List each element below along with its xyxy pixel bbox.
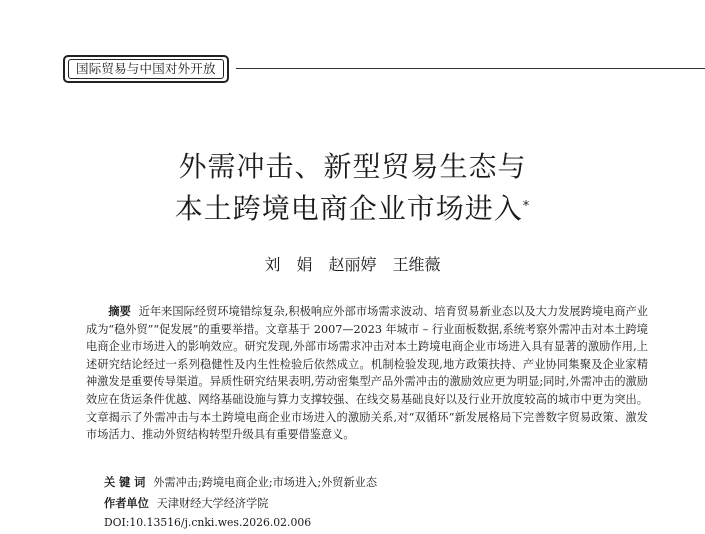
keywords (104, 474, 377, 490)
keywords-text: 外需冲击;跨境电商企业;市场进入;外贸新业态 (153, 476, 378, 489)
section-tag-label: 国际贸易与中国对外开放 (68, 59, 224, 79)
affiliation-label: 作者单位 (104, 496, 149, 510)
doi[interactable]: DOI:10.13516/j.cnki.wes.2026.02.006 (104, 516, 312, 529)
keywords-label: 关 键 词 (104, 475, 146, 489)
affiliation (104, 495, 268, 511)
title-footnote-mark: * (522, 199, 531, 214)
title-line-2 (0, 192, 705, 226)
affiliation-text: 天津财经大学经济学院 (156, 497, 269, 510)
title-line-2-text: 本土跨境电商企业市场进入 (174, 192, 523, 225)
title-line-1: 外需冲击、新型贸易生态与 (178, 150, 527, 183)
author-list: 刘 娟 赵丽婷 王维薇 (264, 255, 441, 274)
abstract-text: 近年来国际经贸环境错综复杂,积极响应外部市场需求波动、培育贸易新业态以及大力发展跨境电商产业成为“稳外贸”“促发展”的重要举措。文章基于 2007—2023 年城市 – 行业面板数据,系统考察外需冲击对本土跨境电商企业市场进入的影响效应。研究发现,外部市场需求冲击对本土跨境电商企业市场进入具有显著的激励作用,上述研究结论经过一系列稳健性及内生性检验后依然成立。机制检验发现,地方政策扶持、产业协同集聚及企业家精神激发是重要传导渠道。异质性研究结果表明,劳动密集型产品外需冲击的激励效应更为明显;同时,外需冲击的激励效应在货运条件优越、网络基础设施与算力支撑较强、在线交易基础良好以及行业开放度较高的城市中更为突出。文章揭示了外需冲击与本土跨境电商企业市场进入的激励关系,对“双循环”新发展格局下完善数字贸易政策、激发市场活力、推动外贸结构转型升级具有重要借鉴意义。 (86, 305, 648, 442)
abstract (86, 303, 648, 444)
abstract-label: 摘要 (108, 304, 131, 318)
section-tag (63, 55, 229, 83)
header-rule (236, 68, 705, 69)
